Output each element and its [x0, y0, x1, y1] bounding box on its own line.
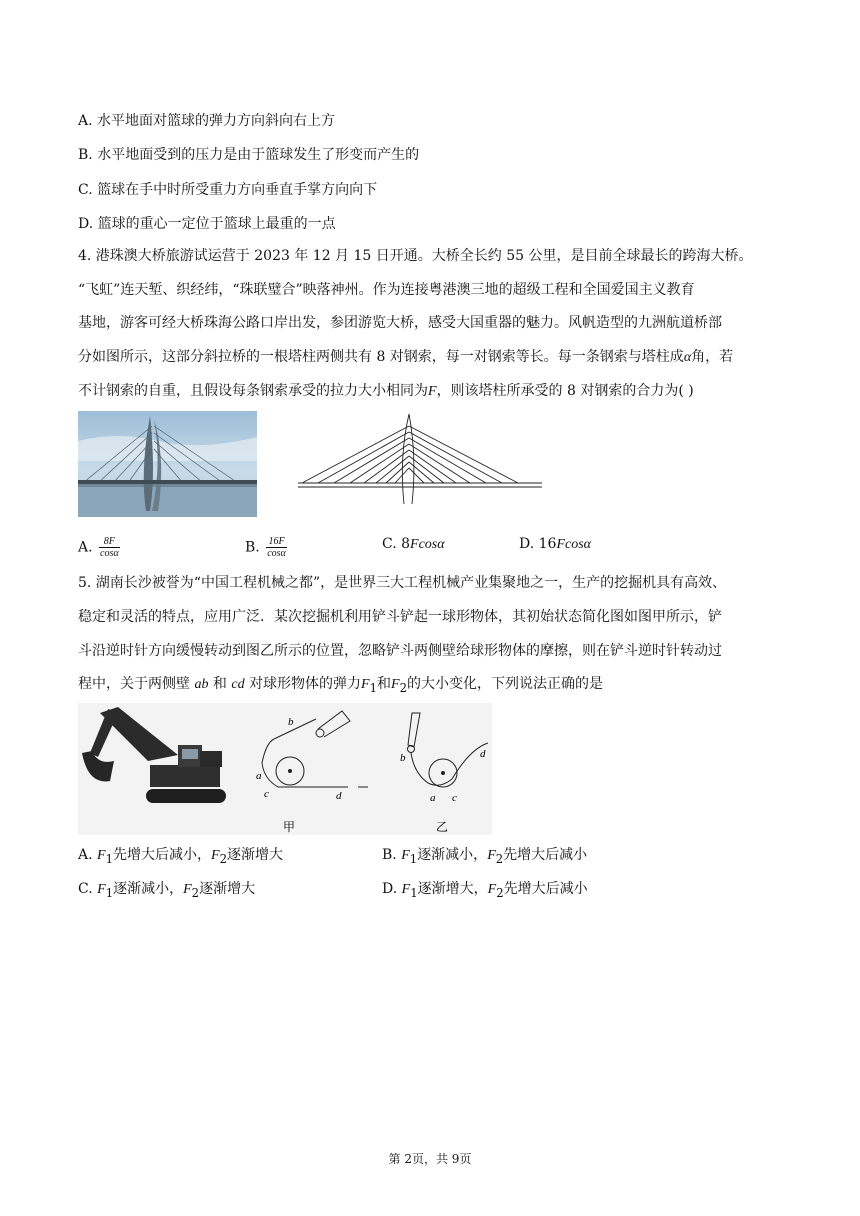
caption-jia: 甲 — [283, 820, 296, 834]
svg-text:c: c — [264, 788, 269, 800]
q5-stem-line2: 稳定和灵活的特点，应用广泛．某次挖掘机利用铲斗铲起一球形物体，其初始状态简化图如图甲所示，铲 — [78, 609, 722, 625]
excavator-figure — [78, 703, 492, 835]
svg-text:a: a — [256, 770, 262, 782]
q3-option-d: D. 篮球的重心一定位于篮球上最重的一点 — [78, 216, 336, 232]
svg-text:b: b — [288, 716, 294, 728]
fraction: $\frac{16F}{\cos\alpha}$ — [267, 536, 286, 559]
q4-stem-line5: 不计钢索的自重，且假设每条钢索承受的拉力大小相同为F，则该塔柱所承受的 8 对钢索的合力为( ) — [78, 383, 694, 399]
svg-text:d: d — [480, 748, 486, 760]
svg-text:a: a — [430, 792, 436, 804]
svg-text:c: c — [452, 792, 457, 804]
q3-option-b: B. 水平地面受到的压力是由于篮球发生了形变而产生的 — [78, 147, 420, 163]
q4-stem-line2: “飞虹”连天堑、织经纬，“珠联璧合”映落神州。作为连接粤港澳三地的超级工程和全国爱国主义教育 — [78, 282, 695, 298]
caption-yi: 乙 — [436, 820, 449, 834]
q5-option-a: A. $F_1$先增大后减小，$F_2$逐渐增大 — [78, 847, 283, 866]
q5-option-b: B. $F_1$逐渐减小，$F_2$先增大后减小 — [382, 847, 588, 866]
svg-text:d: d — [336, 790, 342, 802]
q3-option-a: A. 水平地面对篮球的弹力方向斜向右上方 — [78, 113, 336, 129]
q4-stem-line4: 分如图所示，这部分斜拉桥的一根塔柱两侧共有 8 对钢索，每一对钢索等长。每一条钢索与塔柱成α角，若 — [78, 349, 734, 365]
bridge-photo — [78, 411, 257, 517]
symbol-alpha: α — [683, 350, 692, 365]
q5-stem-line3: 斗沿逆时针方向缓慢转动到图乙所示的位置，忽略铲斗两侧壁给球形物体的摩擦，则在铲斗逆时针转动过 — [78, 643, 722, 659]
q4-option-d: D. 16Fcosα — [519, 536, 592, 552]
symbol-f: F — [428, 384, 437, 399]
q4-option-a: A. $\frac{8F}{\cos\alpha}$ — [78, 536, 119, 559]
q5-option-d: D. $F_1$逐渐增大，$F_2$先增大后减小 — [382, 881, 588, 900]
q5-stem-line1: 5. 湖南长沙被誉为“中国工程机械之都”，是世界三大工程机械产业集聚地之一，生产的挖掘机具有高效、 — [78, 575, 727, 591]
q5-stem-line4: 程中，关于两侧壁 ab 和 cd 对球形物体的弹力$F_1$和$F_2$的大小变化，下列说法正确的是 — [78, 676, 603, 695]
q3-option-c: C. 篮球在手中时所受重力方向垂直手掌方向向下 — [78, 182, 378, 198]
fraction: $\frac{8F}{\cos\alpha}$ — [100, 536, 119, 559]
svg-text:b: b — [400, 752, 406, 764]
q4-option-b: B. $\frac{16F}{\cos\alpha}$ — [245, 536, 286, 559]
q4-stem-line1: 4. 港珠澳大桥旅游试运营于 2023 年 12 月 15 日开通。大桥全长约 55 公里，是目前全球最长的跨海大桥。 — [78, 248, 753, 264]
q5-option-c: C. $F_1$逐渐减小，$F_2$逐渐增大 — [78, 881, 256, 900]
bridge-cable-diagram — [296, 412, 544, 506]
q4-stem-line3: 基地，游客可经大桥珠海公路口岸出发，参团游览大桥，感受大国重器的魅力。风帆造型的九洲航道桥部 — [78, 315, 722, 331]
page-footer: 第 2页，共 9页 — [388, 1152, 472, 1166]
q4-option-c: C. 8Fcosα — [382, 536, 445, 552]
